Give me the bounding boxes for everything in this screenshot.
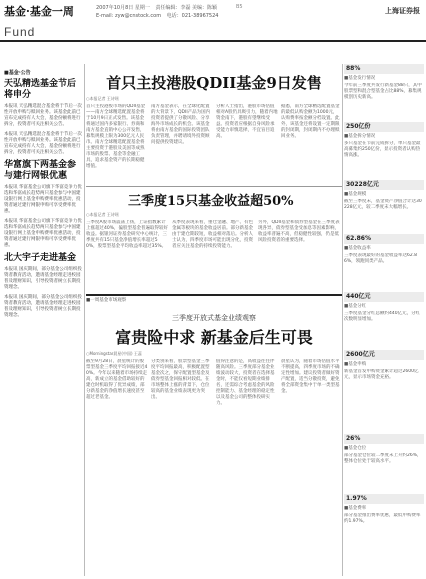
second-byline: ○本报记者 王诗瑶 (86, 212, 119, 217)
right-sidebar (344, 64, 424, 576)
stat-text: 三季度表现最好的基金收益率达62.86%，领跑同类产品。 (344, 253, 418, 264)
column-divider (342, 64, 343, 576)
third-subheadline: 三季度开放式基金业绩观察 (172, 314, 256, 322)
story-divider (86, 186, 342, 187)
lead-headline: 首只主投港股QDII基金9日发售 (106, 74, 322, 92)
third-column-3: 值得注意的是，高收益往往伴随高风险。三季度部分基金业绩波动较大，投资者在选择基金时，不能仅看短期业绩排名，还需综合考虑基金的风险控制能力、基金经理的稳定性以及基金公司的整体投研实力。 (216, 359, 275, 406)
page-number: B5 (236, 4, 243, 10)
sidebar-item-text: 本报讯 华富基金公司旗下华富竞争力优选和华富成长趋势两只基金参与中国建设银行网上基金申购费率优惠活动，投资者通过建行网银申购可享受费率优惠。 (4, 219, 82, 248)
stat-label: ■基金费率 (344, 506, 367, 511)
stat-value: 30228亿元 (344, 180, 424, 190)
stat-text: 今年前三季度共发行新基金88只，其中股票型和混合型基金占比88%，募集规模创历史新高。 (344, 83, 422, 100)
third-byline: ○Morningstar晨星(中国) 王蕊 (86, 351, 142, 356)
stat-value: 250亿份 (344, 122, 424, 132)
stat-label: ■基金拆分情况 (344, 134, 376, 139)
stat-text: 新基金首发申购资金累计超过2600亿元，显示市场资金充裕。 (344, 369, 419, 380)
third-column-2: 分类别来看，股票型基金三季度平均回报最高，积极配置型基金次之，保守配置型基金及债券型基金回报相对较低。在市场整体上涨的背景下，仓位较高的基金业绩表现更为突出。 (151, 359, 210, 400)
second-column-2: 从季度表现来看，重仓金融、地产、有色金属等板块的基金收益居前。部分新基金由于建仓期较短，收益相对落后。分析人士认为，四季度市场可能出现分化，投资者应关注基金的持续投资能力。 (172, 220, 253, 249)
section-logo (4, 3, 86, 39)
lead-column-3: 分析人士指出，港股市场估值相对A股仍具吸引力，随着内地资金南下，港股有望继续受益。投资者应根据自身风险承受能力审慎选择，不宜盲目追高。 (216, 104, 278, 139)
stat-label: ■基金分红 (344, 304, 367, 309)
stat-value: 26% (344, 434, 424, 444)
stat-value: 62.86% (344, 234, 424, 244)
sidebar-item-text: 本报讯 华富基金公司旗下华富竞争力优选和华富成长趋势两只基金参与中国建设银行网上基金申购费率优惠活动，投资者通过建行网银申购可享受费率优惠。 (4, 185, 82, 214)
lead-column-2: 南方基金表示，在全球化配置的大背景下，QDII产品为国内投资者提供了分散风险、分享海外市场成长的机会。该基金将由南方基金的国际投资团队负责管理，并聘请境外投资顾问提供投资建议。 (151, 104, 211, 145)
third-column-1: 截至9月28日，晨星统计的股票型基金三季度平均回报接近40%。今年以来随着市场持续走高，新成立的基金借助较好的建仓时机取得了优异成绩，部分新基金的净值增长速度甚至超过老基金。 (86, 359, 148, 400)
stat-value: 1.97% (344, 494, 424, 504)
stat-text: 多只基金在节前完成拆分，单只基金最高募集约250亿份，显示投资者认购热情高涨。 (344, 141, 421, 158)
sidebar-tag: ■基金·公告 (4, 70, 31, 76)
third-headline: 富贵险中求 新基金后生可畏 (115, 328, 313, 347)
sidebar-item-text: 本报讯 天弘精选混合基金将于节后一次性开放申购与赎回业务。该基金此前已宣布完成持有人大会，基金份额将进行拆分，投资者可关注相关公告。 (4, 132, 82, 155)
section-logo-subtitle: Fund (4, 25, 36, 39)
sidebar-item-text: 本报讯 天弘精选混合基金将于节后一次性开放申购与赎回业务。该基金此前已宣布完成持有人大会，基金份额将进行拆分，投资者可关注相关公告。 (4, 104, 82, 127)
stat-label: ■基金规模 (344, 192, 367, 197)
stat-label: ■基金申购 (344, 362, 367, 367)
section-kicker: ■一周基金市场观察 (86, 298, 127, 303)
stat-label: ■基金收益率 (344, 246, 371, 251)
sidebar-item-text: 本报讯 国庆期间，部分基金公司组织投资者教育活动，邀请基金经理走进校园普及理财知识，引导投资者树立长期投资理念。 (4, 295, 82, 318)
stat-text: 部分基金推出费率优惠，最低申购费率约1.97%。 (344, 513, 421, 524)
sidebar-item-text: 本报讯 国庆期间，部分基金公司组织投资者教育活动，邀请基金经理走进校园普及理财知识，引导投资者树立长期投资理念。 (4, 267, 82, 290)
stat-label: ■基金发行情况 (344, 76, 376, 81)
section-divider (86, 294, 342, 296)
stat-value: 88% (344, 64, 424, 74)
stat-value: 2600亿元 (344, 350, 424, 360)
lead-column-4: 据悉，南方全球精选配置基金的最低认购金额为1000元，认购费率按金额分档设置。此外，该基金还将设置一定期限的封闭期，封闭期内不办理赎回业务。 (281, 104, 340, 139)
stat-text: 三季度基金分红总额约440亿元，分红次数明显增加。 (344, 311, 421, 322)
masthead-date: 2007年10月8日 星期一 责任编辑：李磊 美编：陈颖 (96, 5, 218, 11)
section-logo-title: 基金·基金一周 (4, 5, 74, 18)
second-column-1: 三季度A股市场震荡上扬，上证指数累计上涨超过40%，偏股型基金普遍取得较好收益。据银河证券基金研究中心统计，三季度共有15只基金净值增长率超过50%，股票型基金平均收益率超过35%。 (86, 220, 168, 249)
third-column-4: 晨星认为，随着市场估值水平不断提高，四季度市场的不确定性增加。建议投资者做好资产配置，适当分散投资，避免将全部资金集中于单一类型基金。 (281, 359, 340, 394)
lead-byline: ○本报记者 王诗瑶 (86, 96, 119, 101)
masthead (0, 0, 426, 42)
newspaper-brand: 上海证券报 (385, 6, 420, 15)
stat-label: ■基金仓位 (344, 446, 367, 451)
sidebar-item-title: 天弘精选基金节后将申分 (4, 79, 77, 100)
lead-column-1: 首只主投港股市场的QDII基金——南方全球精选配置基金将于10月9日正式发售。该基金将通过国内多家银行、券商和南方基金直销中心公开发售，募集规模上限为300亿元人民币。南方全球精选配置基金将主要投资于港股及美国等成熟市场的股票、基金等金融工具，追求基金资产的长期稳健增值。 (86, 104, 146, 169)
second-headline: 三季度15只基金收益超50% (128, 194, 294, 209)
column-divider (84, 64, 85, 576)
sidebar-item-title: 北大宇子走进基金 (4, 253, 77, 263)
masthead-contact: E-mail: zyw@cnstock.com 电话：021-38967524 (96, 13, 219, 19)
stat-text: 截至三季度末，基金资产净值合计达30228亿元，较二季度末大幅增长。 (344, 199, 422, 210)
stat-value: 440亿元 (344, 292, 424, 302)
left-sidebar (4, 70, 84, 575)
sidebar-item-title: 华富旗下两基金参与建行网银优惠 (4, 160, 77, 181)
stat-text: 部分基金仓位较二季度末上升约26%，整体仓位处于较高水平。 (344, 453, 422, 464)
second-column-3: 另外，QDII基金和债券型基金在三季度表现各异，债券型基金受加息等因素影响，收益率普遍不高，但稳健性较强，仍是低风险投资者的重要选择。 (258, 220, 340, 243)
